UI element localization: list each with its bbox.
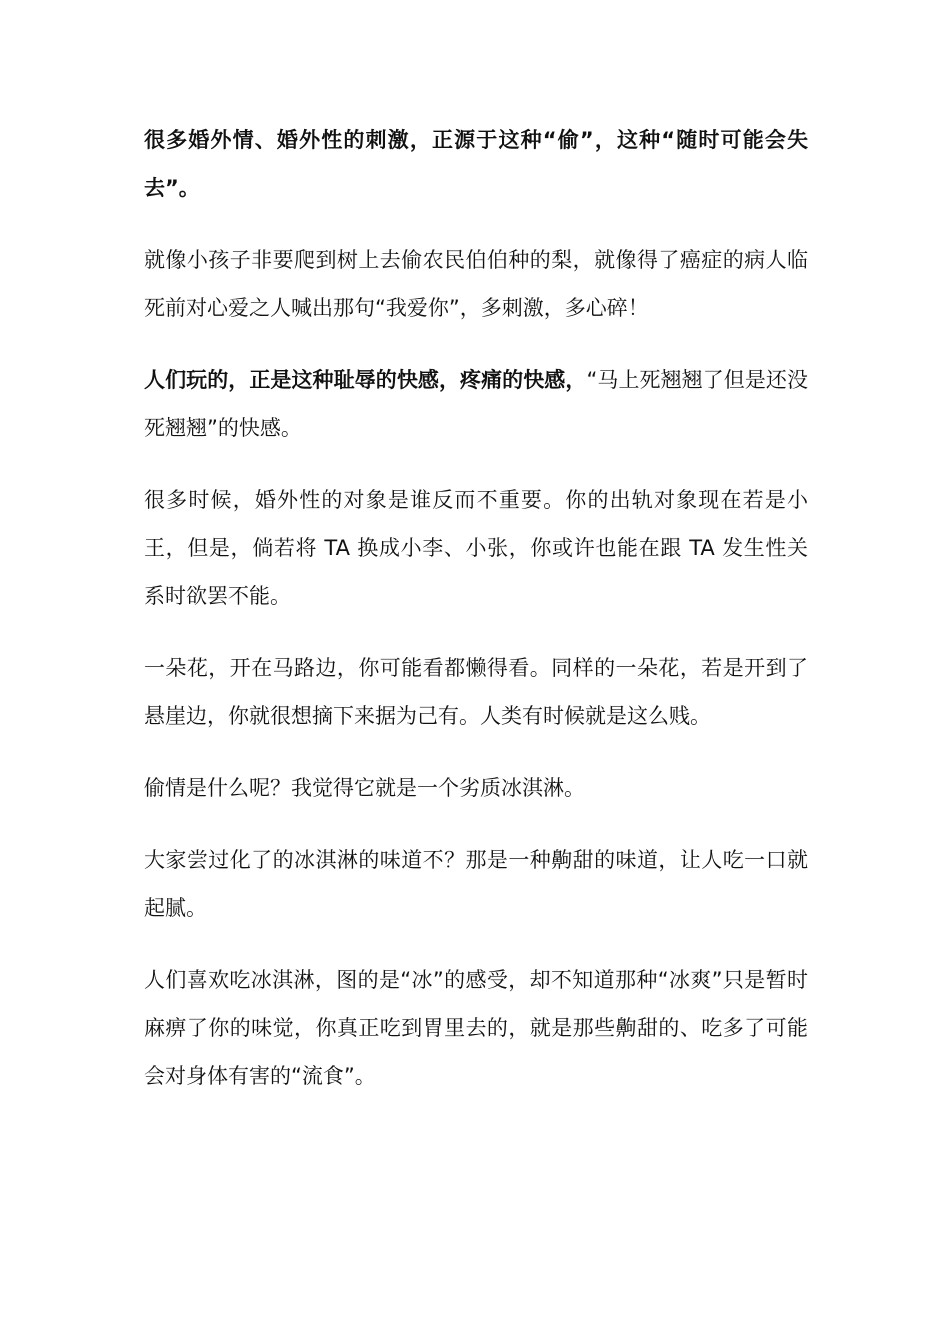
- paragraph-6: [144, 764, 808, 812]
- paragraph-6-text: 偷情是什么呢？我觉得它就是一个劣质冰淇淋。: [144, 776, 585, 800]
- paragraph-4-text: 很多时候，婚外性的对象是谁反而不重要。你的出轨对象现在若是小王，但是，倘若将 TA 换成小李、小张，你或许也能在跟 TA 发生性关系时欲罢不能。: [144, 488, 808, 608]
- paragraph-3-bold-text: 人们玩的，正是这种耻辱的快感，疼痛的快感，: [144, 368, 587, 392]
- paragraph-8-text: 人们喜欢吃冰淇淋，图的是“冰”的感受，却不知道那种“冰爽”只是暂时麻痹了你的味觉，你真正吃到胃里去的，就是那些齁甜的、吃多了可能会对身体有害的“流食”。: [144, 968, 808, 1088]
- paragraph-7-text: 大家尝过化了的冰淇淋的味道不？那是一种齁甜的味道，让人吃一口就起腻。: [144, 848, 808, 920]
- paragraph-7: [144, 836, 808, 932]
- paragraph-3: [144, 356, 808, 452]
- paragraph-1: [144, 116, 808, 212]
- paragraph-4: [144, 476, 808, 620]
- paragraph-3-text: “马上死翘翘了但是还没死翘翘”的快感。: [144, 368, 808, 440]
- document-page: [144, 116, 808, 1124]
- paragraph-2-text: 就像小孩子非要爬到树上去偷农民伯伯种的梨，就像得了癌症的病人临死前对心爱之人喊出那句“我爱你”，多刺激，多心碎！: [144, 248, 808, 320]
- paragraph-5: [144, 644, 808, 740]
- paragraph-2: [144, 236, 808, 332]
- paragraph-8: [144, 956, 808, 1100]
- paragraph-1-bold-text: 很多婚外情、婚外性的刺激，正源于这种“偷”，这种“随时可能会失去”。: [144, 128, 808, 200]
- paragraph-5-text: 一朵花，开在马路边，你可能看都懒得看。同样的一朵花，若是开到了悬崖边，你就很想摘下来据为己有。人类有时候就是这么贱。: [144, 656, 808, 728]
